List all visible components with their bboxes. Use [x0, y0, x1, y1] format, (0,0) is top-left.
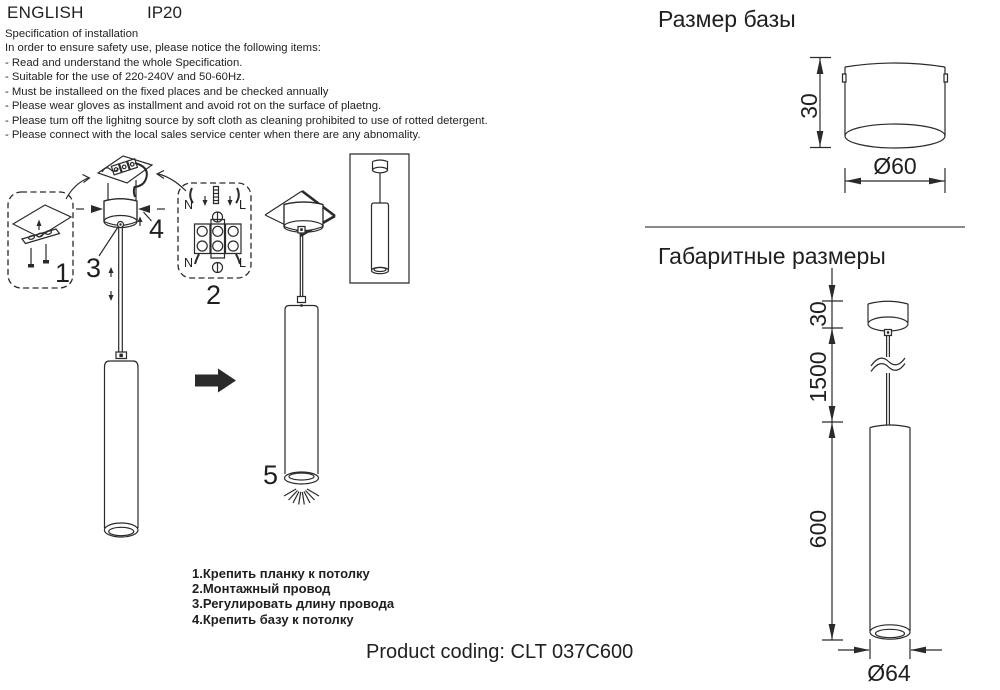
- overall-body-length-dim: 600: [805, 509, 831, 549]
- terminal-n-top-label: N: [184, 198, 194, 212]
- spec-item: - Read and understand the whole Specification.: [5, 56, 243, 69]
- overall-cable-length-dim: 1500: [805, 351, 831, 403]
- pendant-mounted: [263, 191, 335, 505]
- spec-item: - Suitable for the use of 220-240V and 50-60Hz.: [5, 71, 245, 84]
- step-label-2: 2: [206, 280, 222, 310]
- russian-step: 1.Крепить планку к потолку: [192, 566, 370, 581]
- step-label-4: 4: [149, 214, 165, 244]
- overall-size-figure: [805, 268, 942, 686]
- specification-text: [5, 27, 488, 143]
- step-label-5: 5: [263, 460, 279, 490]
- ip-rating-label: IP20: [147, 3, 182, 22]
- pendant-unassembled: [104, 228, 138, 538]
- russian-step: 4.Крепить базу к потолку: [192, 611, 354, 627]
- terminal-l-top-label: L: [239, 198, 246, 212]
- spec-intro: In order to ensure safety use, please notice the following items:: [5, 42, 321, 55]
- spec-item: - Please wear gloves as installment and avoid rot on the surface of plaetng.: [5, 100, 382, 113]
- russian-step: 2.Монтажный провод: [192, 581, 331, 597]
- base-diameter-dim: Ø60: [873, 153, 917, 179]
- overall-diameter-dim: Ø64: [867, 660, 911, 686]
- product-coding: Product coding: CLT 037C600: [366, 641, 634, 663]
- base-height-dim: 30: [796, 93, 822, 119]
- russian-step: 3.Регулировать длину провода: [192, 596, 395, 612]
- step-label-1: 1: [55, 258, 71, 288]
- dimension-figures: [640, 0, 1000, 690]
- overall-size-title: Габаритные размеры: [658, 243, 886, 269]
- transition-arrow-icon: [195, 369, 236, 393]
- terminal-n-bottom-label: N: [184, 256, 194, 270]
- spec-item: - Please tum off the lighitng source by soft cloth as cleaning prohibited to use of rotted detergent.: [5, 114, 488, 127]
- spec-item: - Please connect with the local sales service center when there are any abnomality.: [5, 129, 421, 142]
- callout-terminal-block: [157, 171, 251, 311]
- callout-mounting-bracket: [8, 175, 90, 289]
- base-size-title: Размер базы: [658, 6, 796, 32]
- terminal-l-bottom-label: L: [239, 256, 246, 270]
- installation-diagram: [0, 140, 460, 570]
- overall-canopy-height-dim: 30: [805, 301, 831, 327]
- canopy-assembly: [76, 156, 165, 283]
- russian-step-list: [192, 566, 394, 627]
- language-label: ENGLISH: [7, 3, 84, 22]
- product-inset: [350, 154, 409, 283]
- spec-title: Specification of installation: [5, 28, 139, 40]
- light-rays-icon: [284, 489, 319, 505]
- spec-item: - Must be installeed on the fixed places and be checked annually: [5, 85, 329, 98]
- step-label-3: 3: [86, 253, 102, 283]
- base-size-figure: [796, 58, 948, 194]
